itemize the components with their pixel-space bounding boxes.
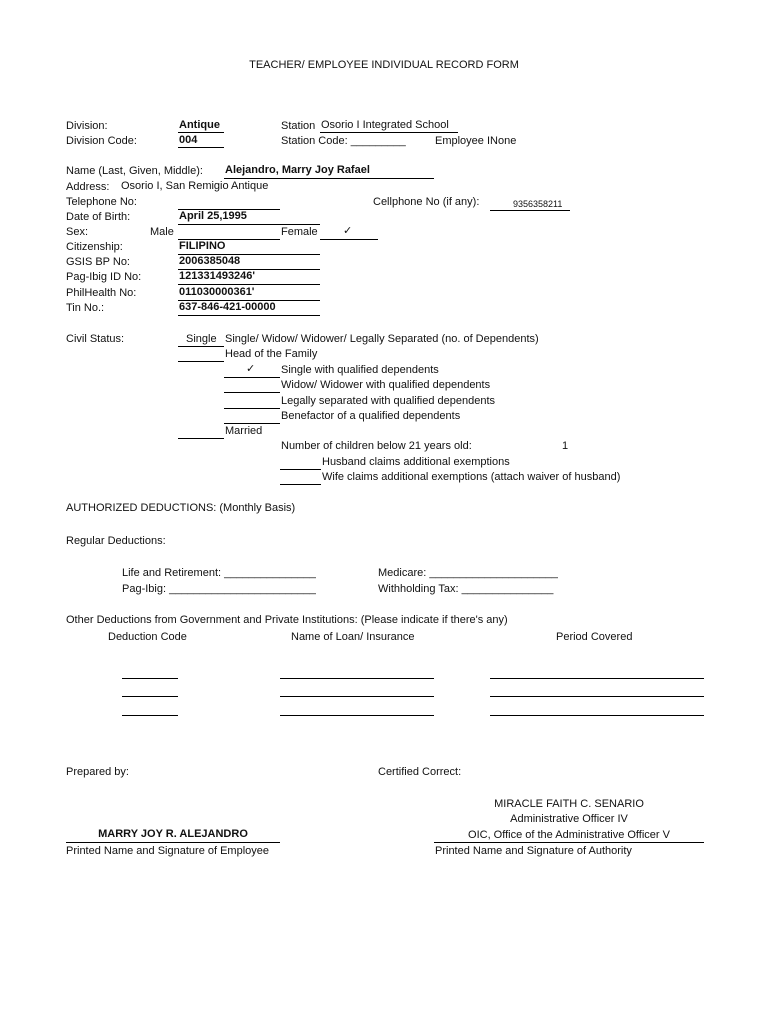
name-underline (224, 178, 434, 179)
single-dependents-underline (224, 377, 280, 378)
address-value: Osorio I, San Remigio Antique (121, 180, 269, 192)
authorized-deductions: AUTHORIZED DEDUCTIONS: (Monthly Basis) (66, 502, 296, 514)
opt-legally-separated: Legally separated with qualified dependents (281, 395, 496, 407)
civil-status-selected: Single (186, 333, 217, 345)
cellphone-label: Cellphone No (if any): (373, 196, 480, 208)
col-loan-name: Name of Loan/ Insurance (291, 631, 415, 643)
employee-label: Employee INone (435, 135, 517, 147)
tin-label: Tin No.: (66, 302, 105, 314)
name-label: Name (Last, Given, Middle): (66, 165, 203, 177)
sex-label: Sex: (66, 226, 89, 238)
employee-caption: Printed Name and Signature of Employee (66, 845, 270, 857)
loan-name-line (280, 715, 434, 716)
pagibig-label: Pag-Ibig ID No: (66, 271, 142, 283)
other-deductions: Other Deductions from Government and Private Institutions: (Please indicate if there's any) (66, 614, 508, 626)
division-code-value: 004 (179, 134, 198, 146)
head-of-family: Head of the Family (225, 348, 318, 360)
authority-name: MIRACLE FAITH C. SENARIO (494, 798, 644, 810)
dob-underline (178, 224, 320, 225)
cellphone-value: 9356358211 (513, 199, 563, 209)
authority-signature-line (434, 842, 704, 843)
male-label: Male (150, 226, 174, 238)
opt-single-dependents: Single with qualified dependents (281, 364, 439, 376)
certified-correct: Certified Correct: (378, 766, 462, 778)
children-label: Number of children below 21 years old: (281, 440, 472, 452)
employee-signature-line (66, 842, 280, 843)
deduction-code-line (122, 696, 178, 697)
tin-value: 637-846-421-00000 (179, 301, 276, 313)
pagibig-value: 121331493246' (179, 270, 256, 282)
single-desc: Single/ Widow/ Widower/ Legally Separated (no. of Dependents) (225, 333, 539, 345)
married-label: Married (225, 425, 263, 437)
authority-title-1: Administrative Officer IV (510, 813, 628, 825)
opt-benefactor: Benefactor of a qualified dependents (281, 410, 461, 422)
station-label: Station (281, 120, 316, 132)
authority-title-2: OIC, Office of the Administrative Officer V (468, 829, 670, 841)
dob-label: Date of Birth: (66, 211, 131, 223)
authority-caption: Printed Name and Signature of Authority (435, 845, 632, 857)
head-underline (178, 361, 224, 362)
single-dependents-check-icon: ✓ (246, 363, 256, 375)
pagibig-underline (178, 284, 320, 285)
employee-name: MARRY JOY R. ALEJANDRO (98, 828, 248, 840)
civil-status-label: Civil Status: (66, 333, 125, 345)
legally-separated-underline (224, 408, 280, 409)
tin-underline (178, 315, 320, 316)
citizenship-value: FILIPINO (179, 240, 226, 252)
station-code-label: Station Code: _________ (281, 135, 406, 147)
address-label: Address: (66, 181, 110, 193)
division-code-label: Division Code: (66, 135, 137, 147)
division-label: Division: (66, 120, 108, 132)
philhealth-label: PhilHealth No: (66, 287, 137, 299)
period-line (490, 696, 704, 697)
period-line (490, 678, 704, 679)
station-value: Osorio I Integrated School (321, 119, 449, 131)
deduction-code-line (122, 678, 178, 679)
cellphone-underline (490, 210, 570, 211)
col-deduction-code: Deduction Code (108, 631, 187, 643)
wife-underline (280, 484, 321, 485)
station-underline (320, 132, 458, 133)
wife-claims: Wife claims additional exemptions (attach waiver of husband) (322, 471, 621, 483)
married-underline (178, 438, 224, 439)
regular-deductions: Regular Deductions: (66, 535, 166, 547)
division-underline (178, 132, 224, 133)
medicare-deduction: Medicare: _____________________ (378, 567, 558, 579)
single-underline (178, 346, 224, 347)
telephone-label: Telephone No: (66, 196, 137, 208)
husband-claims: Husband claims additional exemptions (322, 456, 510, 468)
form-title: TEACHER/ EMPLOYEE INDIVIDUAL RECORD FORM (249, 59, 519, 71)
loan-name-line (280, 678, 434, 679)
pagibig-deduction: Pag-Ibig: ________________________ (122, 583, 316, 595)
citizenship-label: Citizenship: (66, 241, 123, 253)
gsis-value: 2006385048 (179, 255, 241, 267)
gsis-label: GSIS BP No: (66, 256, 130, 268)
philhealth-value: 011030000361' (179, 286, 255, 298)
col-period: Period Covered (556, 631, 633, 643)
widow-underline (224, 392, 280, 393)
division-value: Antique (179, 119, 220, 131)
withholding-tax: Withholding Tax: _______________ (378, 583, 554, 595)
division-code-underline (178, 147, 224, 148)
opt-widow-dependents: Widow/ Widower with qualified dependents (281, 379, 491, 391)
dob-value: April 25,1995 (179, 210, 247, 222)
benefactor-underline (224, 423, 280, 424)
female-underline (320, 239, 378, 240)
name-value: Alejandro, Marry Joy Rafael (225, 164, 370, 176)
female-label: Female (281, 226, 318, 238)
loan-name-line (280, 696, 434, 697)
husband-underline (280, 469, 321, 470)
prepared-by: Prepared by: (66, 766, 129, 778)
female-check-icon: ✓ (343, 225, 353, 237)
period-line (490, 715, 704, 716)
children-value: 1 (562, 440, 569, 452)
deduction-code-line (122, 715, 178, 716)
life-retirement: Life and Retirement: _______________ (122, 567, 316, 579)
